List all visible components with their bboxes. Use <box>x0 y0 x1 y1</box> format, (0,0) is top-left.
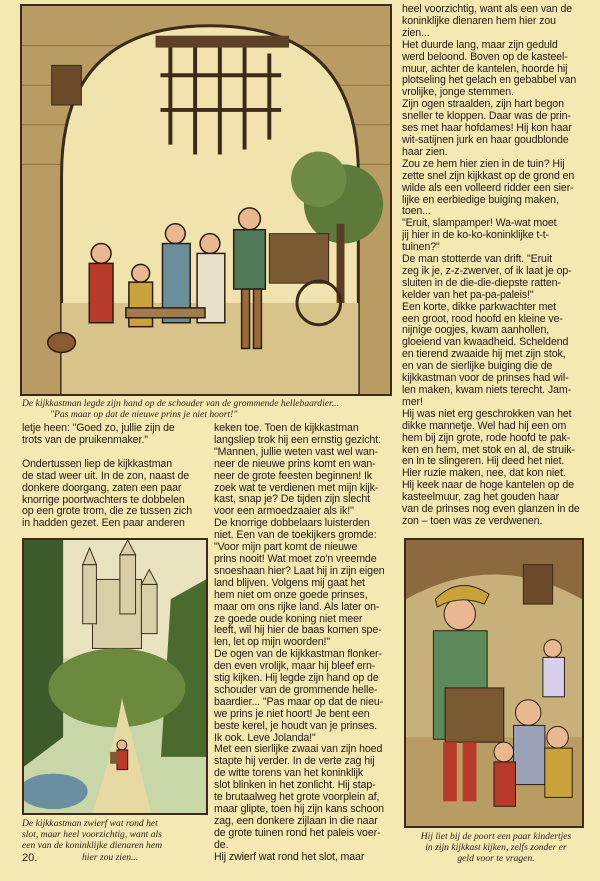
children-caption-line-2: in zijn kijkkast kijken, zelfs zonder er <box>425 842 567 854</box>
text-line: niet. Een van de toekijkers gromde: <box>214 529 377 542</box>
gate-illustration <box>20 4 392 396</box>
text-line: Zijn ogen straalden, zijn hart begon <box>402 98 564 111</box>
text-line: jij hier in de ko-ko-koninklijke t-t- <box>402 229 550 242</box>
text-line: plotseling het gelach en gebabbel van <box>402 74 577 87</box>
text-line: koninklijke dienaren hem hier zou <box>402 14 556 27</box>
children-caption-line-3: geld voor te vragen. <box>457 853 535 865</box>
text-line: kast, snap je? De tijden zijn slecht <box>214 493 370 506</box>
castle-illustration <box>22 538 208 815</box>
text-line: keken toe. Toen de kijkkastman <box>214 422 359 434</box>
text-line: dikke mannetje. Wel had hij een om <box>402 419 567 432</box>
text-line: Hij keek naar de hoge kantelen op de <box>402 479 574 492</box>
text-line: hem niet om onze goede prinses, <box>214 588 368 601</box>
castle-caption-line-1: De kijkkastman zwierf wat rond het <box>22 818 158 829</box>
text-line: lijke en eerbiedige buiging maken, <box>402 193 559 206</box>
children-caption-line-1: Hij liet bij de poort een paar kindertjes <box>420 831 572 842</box>
text-line: vrolijke, jonge stemmen. <box>402 86 514 99</box>
text-line: de grote tuinen rond het paleis voer- <box>214 826 381 839</box>
text-line: stapte hij verder. In de verte zag hij <box>214 755 375 768</box>
text-line: Hij zwierf wat rond het slot, maar <box>214 850 365 863</box>
text-line: maar glipte, toen hij zijn kans schoon <box>214 803 384 815</box>
text-line: Hij was niet erg geschrokken van het <box>402 407 572 420</box>
top-caption <box>22 398 394 420</box>
text-line: werd beloond. Boven op de kasteel- <box>402 50 568 63</box>
text-line: zag, een donkere zijlaan in die naar <box>214 814 378 827</box>
text-line: heel voorzichtig, want als een van de <box>402 3 573 15</box>
castle-caption-line-4: hier zou zien... <box>82 851 139 863</box>
text-line: en tierend zwaaide hij met zijn stok, <box>402 348 566 361</box>
text-line: we prins je niet hoort! Je bent een <box>214 707 370 720</box>
text-line: neer de nieuwe prins komt en wan- <box>214 457 376 470</box>
text-line: Ik ook. Leve Jolanda!" <box>214 731 316 744</box>
text-line: een groot, rood hoofd en kleine ve- <box>402 312 563 325</box>
text-line: zette snel zijn kijkkast op de grond en <box>402 169 575 182</box>
castle-caption-line-3: een van de koninklijke dienaren hem <box>22 840 163 852</box>
text-line: zoek wat te verdienen met mijn kijk- <box>214 481 379 494</box>
text-line: ken en hem, met stok en al, de struik- <box>402 443 575 456</box>
text-line: ze goede oude koning niet meer <box>214 612 363 625</box>
text-line: letje heen: "Goed zo, jullie zijn de <box>22 422 175 434</box>
castle-caption <box>22 818 212 863</box>
text-line: langsliep trok hij een ernstig gezicht: <box>214 433 381 446</box>
text-line: kelder van het pa-pa-paleis!" <box>402 288 534 301</box>
text-line: kijkkastman voor de prinses had wil- <box>402 372 569 385</box>
text-line: De man stotterde van drift. "Eruit <box>402 253 552 266</box>
text-line: wit-satijnen jurk en haar goudblonde <box>402 133 569 146</box>
castle-scene-image <box>24 540 206 813</box>
top-caption-line-1: De kijkkastman legde zijn hand op de schouder van de grommende hellebaardier... <box>22 398 339 409</box>
text-line: op een grote trom, die ze tussen zich <box>22 505 193 518</box>
text-line: sluiten in de die-die-diepste ratten- <box>402 276 561 289</box>
text-line: zeg ik je, z-z-zwerver, of ik laat je op- <box>402 264 572 277</box>
gate-scene-image <box>22 6 390 394</box>
children-caption <box>404 831 588 865</box>
children-scene-image <box>406 540 582 826</box>
text-line: Ondertussen liep de kijkkastman <box>22 457 172 470</box>
text-line: mer! <box>402 395 423 408</box>
text-line: de stad weer uit. In de zon, naast de <box>22 469 190 482</box>
text-line: Zou ze hem hier zien in de tuin? Hij <box>402 157 565 170</box>
text-line: ses met haar hofdames! Hij kon haar <box>402 122 572 135</box>
text-line: schouder van de grommende helle- <box>214 683 378 696</box>
text-line: land blijven. Volgens mij gaat het <box>214 576 365 589</box>
text-line: gloeiend van kwaadheid. Scheldend <box>402 336 569 349</box>
text-line: toen... <box>402 205 431 218</box>
text-line: nijnige oogjes, kwam aanhollen, <box>402 324 550 337</box>
text-line: voor een armoedzaaier als ik!" <box>214 505 354 518</box>
text-line: neer de grote feesten beginnen! Ik <box>214 469 372 482</box>
text-line: prins nooit! Wat moet zo'n vreemde <box>214 552 377 565</box>
children-illustration <box>404 538 584 828</box>
text-line: slot blinken in het zonlicht. Hij stap- <box>214 779 376 792</box>
text-line: Hier ruzie maken, nee, dat kon niet. <box>402 467 566 480</box>
text-line: baardier... "Pas maar op dat de nieu- <box>214 695 384 708</box>
text-line: kasteelmuur, zag het gouden haar <box>402 491 559 504</box>
text-line: De knorrige dobbelaars luisterden <box>214 517 370 530</box>
text-line: Met een sierlijke zwaai van zijn hoed <box>214 743 383 756</box>
text-line: in hadden gezet. Een paar anderen <box>22 517 185 530</box>
top-caption-line-2: "Pas maar op dat de nieuwe prins je niet hoort!" <box>50 409 238 421</box>
text-line: de witte torens van het koninklijk <box>214 767 364 780</box>
text-line: en in te slingeren. Hij deed het niet. <box>402 455 565 468</box>
text-line: leeft, wil hij hier de baas komen spe- <box>214 624 382 637</box>
page-number: 20. <box>22 852 38 864</box>
right-column-text <box>402 4 588 528</box>
text-line: haar zien. <box>402 145 448 158</box>
text-line: len maken, kwam niets terecht. Jam- <box>402 384 572 396</box>
text-line: zien... <box>402 26 430 39</box>
middle-column-text <box>214 423 400 864</box>
text-line: Een korte, dikke parkwachter met <box>402 300 557 313</box>
text-line: te brutaalweg het grote voorplein af, <box>214 791 380 804</box>
text-line: trots van de pruikenmaker." <box>22 433 148 446</box>
text-line: muur, achter de kantelen, hoorde hij <box>402 62 568 75</box>
text-line: tuinen?" <box>402 241 440 254</box>
text-line: beste kerel, je houdt van je prinses. <box>214 719 377 732</box>
text-line: "Mannen, jullie weten vast wel wan- <box>214 445 378 458</box>
text-line: snoeshaan hier? Laat hij in zijn eigen <box>214 564 385 577</box>
text-line: sneller te kloppen. Daar was de prin- <box>402 110 571 123</box>
text-line: zon – toen was ze verdwenen. <box>402 514 543 527</box>
text-line: en van de sierlijke buiging die de <box>402 360 553 373</box>
text-line: Het duurde lang, maar zijn geduld <box>402 38 558 51</box>
left-column-text <box>22 423 208 530</box>
text-line: hem bij zijn grote, rode hoofd te pak- <box>402 431 571 444</box>
text-line: van de prinses nog even glanzen in de <box>402 503 580 516</box>
text-line: "Voor mijn part komt de nieuwe <box>214 541 358 554</box>
text-line: "Eruit, slampamper! Wa-wat moet <box>402 217 557 230</box>
text-line: den even vrolijk, maar hij bleef ern- <box>214 660 376 673</box>
text-line: wilde als een volleerd ridder een sier- <box>402 181 574 194</box>
text-line: donkere doorgang, zaten een paar <box>22 481 182 494</box>
castle-caption-line-2: slot, maar heel voorzichtig, want als <box>22 829 162 841</box>
text-line: de. <box>214 838 229 851</box>
text-line: len, let op mijn woorden!" <box>214 636 330 649</box>
text-line: De ogen van de kijkkastman flonker- <box>214 648 382 661</box>
text-line: stig kijken. Hij legde zijn hand op de <box>214 672 379 685</box>
text-line: knorrige poortwachters te dobbelen <box>22 493 185 506</box>
text-line: maar om ons rijke land. Als later on- <box>214 600 380 613</box>
